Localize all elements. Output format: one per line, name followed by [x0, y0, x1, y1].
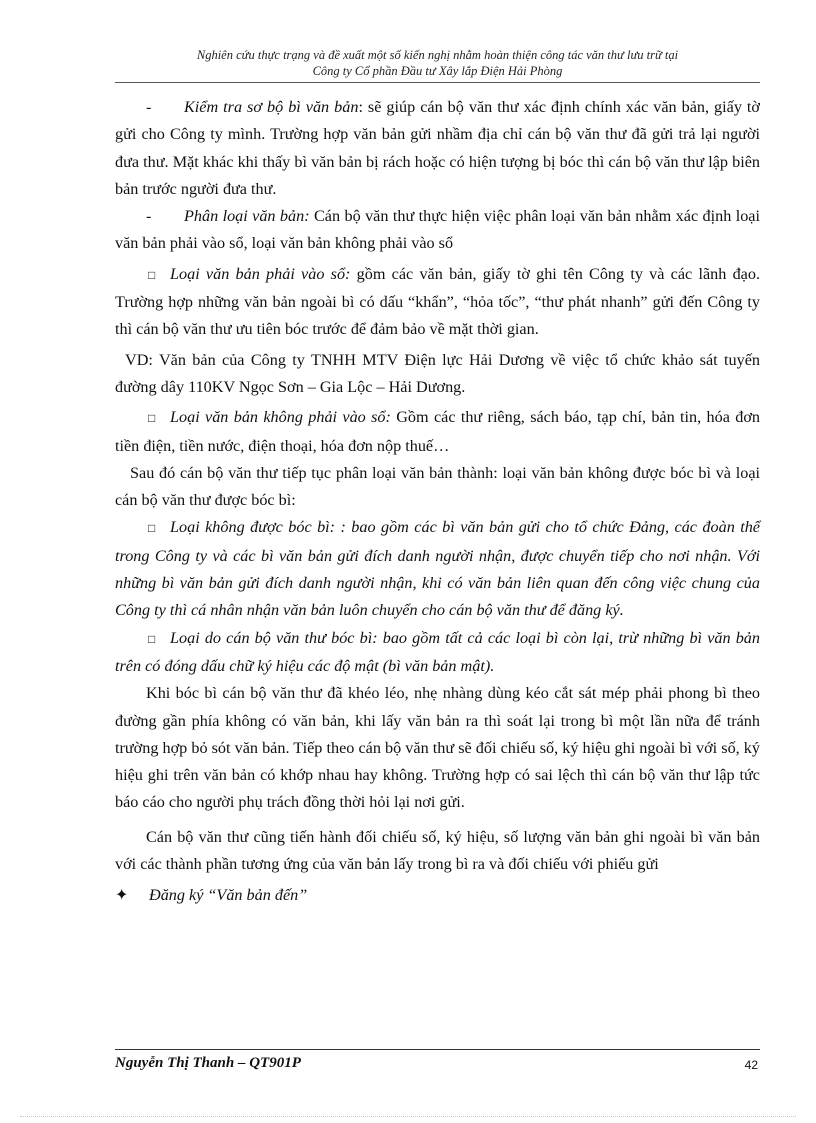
header-divider [115, 82, 760, 83]
paragraph-text: Đăng ký “Văn bản đến” [149, 886, 308, 905]
paragraph-title: Kiểm tra sơ bộ bì văn bản [184, 98, 359, 116]
page-header [115, 47, 760, 79]
paragraph-khong-boc-bi [115, 514, 760, 624]
square-bullet-icon: □ [148, 411, 156, 426]
header-line-2: Công ty Cổ phần Đầu tư Xây lắp Điện Hải Phòng [312, 64, 563, 78]
paragraph-text: : sẽ giúp cán bộ văn thư xác định chính xác văn bản, giấy tờ gửi cho Công ty mình. Trường hợp văn bản gửi nhầm địa chỉ cán bộ văn thư đã gửi trả lại người đưa thư. Mặt khác khi thấy bì văn bản bị rách hoặc có hiện tượng bị bóc thì cán bộ văn thư lập biên bản trước người đưa thư. [115, 98, 760, 198]
page-bottom-border [20, 1116, 796, 1117]
footer-divider [115, 1049, 760, 1050]
square-bullet-icon: □ [148, 267, 156, 282]
paragraph-title: Loại văn bản phải vào sổ: [170, 264, 351, 283]
paragraph-doi-chieu: Cán bộ văn thư cũng tiến hành đối chiếu số, ký hiệu, số lượng văn bản ghi ngoài bì văn bản với các thành phần tương ứng của văn bản lấy trong bì ra và đối chiếu với phiếu gửi [115, 827, 760, 874]
paragraph-title: Phân loại văn bản: [184, 207, 310, 226]
document-body [115, 94, 760, 910]
footer-author: Nguyễn Thị Thanh – QT901P [115, 1055, 301, 1071]
paragraph-sau-do: Sau đó cán bộ văn thư tiếp tục phân loại văn bản thành: loại văn bản không được bóc bì và loại cán bộ văn thư được bóc bì: [115, 463, 760, 510]
paragraph-boc-bi [115, 625, 760, 681]
star-bullet-icon: ✦ [115, 886, 129, 905]
square-bullet-icon: □ [148, 521, 156, 536]
paragraph-dang-ky [115, 882, 760, 909]
dash-bullet: - [146, 207, 152, 226]
paragraph-text: Loại không được bóc bì: : bao gồm các bì văn bản gửi cho tổ chức Đảng, các đoàn thể trong Công ty và các bì văn bản gửi đích danh người nhận, được chuyển tiếp cho nơi nhận. Với những bì văn bản gửi đích danh người nhận, khi có văn bản liên quan đến công việc chung của Công ty thì cá nhân nhận văn bản luôn chuyển cho cán bộ văn thư để đăng ký. [115, 518, 760, 620]
paragraph-text: gồm các văn bản, giấy tờ ghi tên Công ty và các lãnh đạo. Trường hợp những văn bản ngoài bì có dấu “khẩn”, “hỏa tốc”, “thư phát nhanh” gửi đến Công ty thì cán bộ văn thư ưu tiên bóc trước để đảm bảo về mặt thời gian. [115, 264, 760, 339]
paragraph-khi-boc-bi: Khi bóc bì cán bộ văn thư đã khéo léo, nhẹ nhàng dùng kéo cắt sát mép phải phong bì theo đường gần phía không có văn bản, khi lấy văn bản ra thì soát lại trong bì một lần nữa để tránh trường hợp bỏ sót văn bản. Tiếp theo cán bộ văn thư sẽ đối chiếu số, ký hiệu ghi ngoài bì với số, ký hiệu ghi trên văn bản có khớp nhau hay không. Trường hợp có sai lệch thì cán bộ văn thư lập tức báo cáo cho người phụ trách đồng thời hỏi lại nơi gửi. [115, 684, 760, 812]
paragraph-phai-vao-so [115, 261, 760, 344]
paragraph-khong-vao-so [115, 404, 760, 460]
paragraph-title: Loại văn bản không phải vào sổ: [170, 408, 391, 427]
paragraph-example: VD: Văn bản của Công ty TNHH MTV Điện lực Hải Dương về việc tổ chức khảo sát tuyến đường dây 110KV Ngọc Sơn – Gia Lộc – Hải Dương. [115, 350, 760, 396]
paragraph-text: Gồm các thư riêng, sách báo, tạp chí, bản tin, hóa đơn tiền điện, tiền nước, điện thoại, hóa đơn nộp thuế… [115, 408, 760, 455]
square-bullet-icon: □ [148, 631, 156, 646]
header-line-1: Nghiên cứu thực trạng và đề xuất một số kiến nghị nhằm hoàn thiện công tác văn thư lưu trữ tại [196, 48, 679, 62]
paragraph-phan-loai [115, 203, 760, 258]
dash-bullet: - [146, 98, 152, 116]
paragraph-kiem-tra [115, 94, 760, 203]
paragraph-text: Loại do cán bộ văn thư bóc bì: bao gồm tất cả các loại bì còn lại, trừ những bì văn bản trên có đóng dấu chữ ký hiệu các độ mật (bì văn bản mật). [115, 628, 760, 675]
paragraph-text: Cán bộ văn thư thực hiện việc phân loại văn bản nhằm xác định loại văn bản phải vào sổ, loại văn bản không phải vào sổ [115, 207, 760, 253]
page-number: 42 [744, 1058, 758, 1072]
